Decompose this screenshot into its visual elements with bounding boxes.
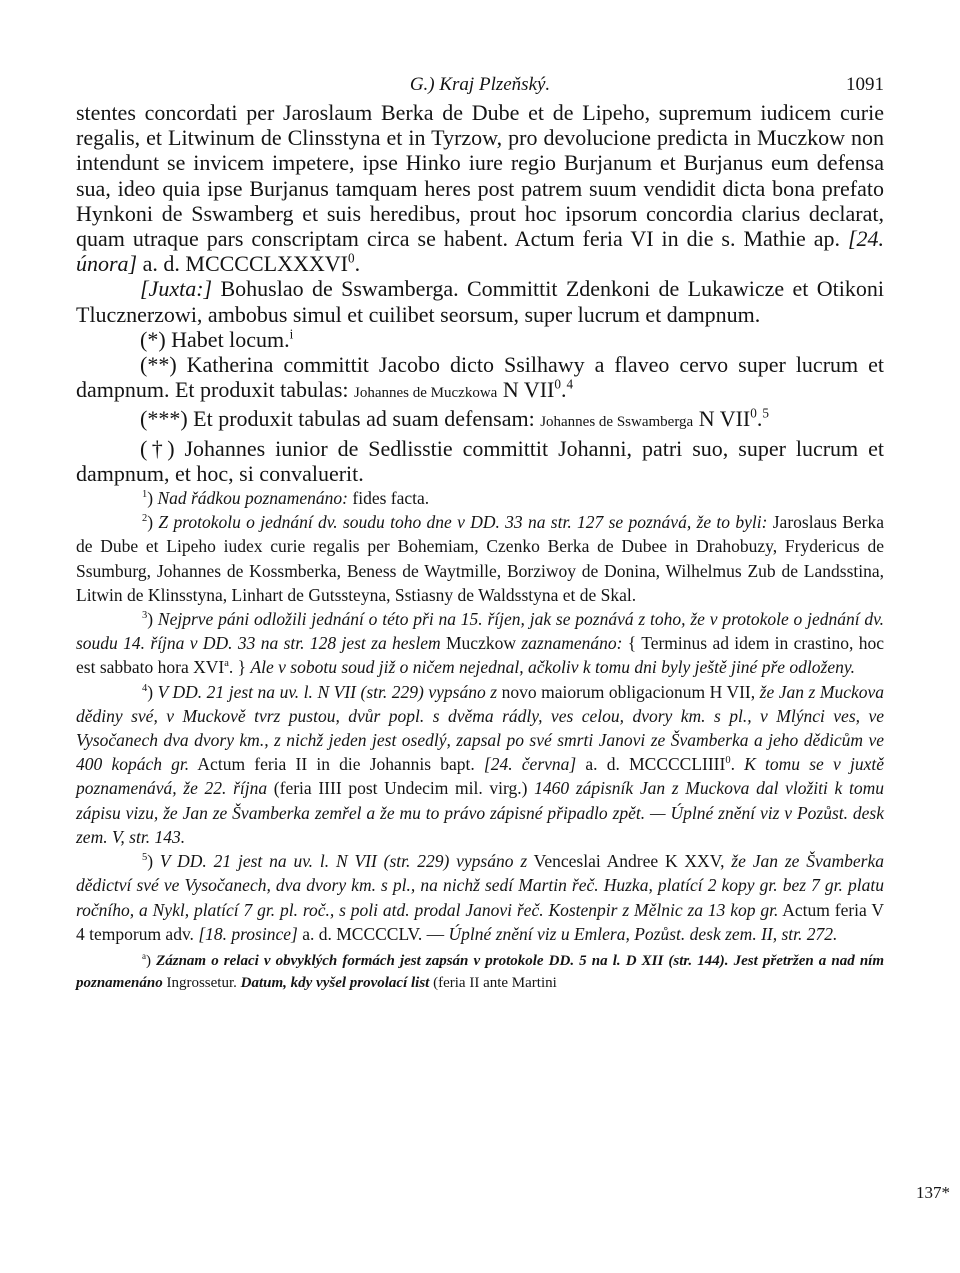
footnote-italic: K tomu se v juxtě poznamenává, že 22. října — [76, 754, 884, 799]
footnote-italic: že Jan z Muckova dědiny své, v Muckově tvrz pustou, dvůr popl. s dvěma rádly, ves celou, dvory km. s pl., v Mlýnci ves, ve Vysočanech dva dvory km., z nichž jeden jest osedlý, zapsal po své smrti Janovi ze Švamberka a jeho dědicům ve 400 kopách gr. — [76, 681, 885, 775]
footnotes — [76, 486, 884, 946]
degree-mark: 0 — [554, 376, 561, 392]
footnote-4: $^4$) V DD. 21 jest na uv. l. N VII (str. 229) vypsáno z novo maiorum obligacionum H VII, že Jan z Muckova dědiny své, v Muckově tvrz pustou, dvůr popl. s dvěma rádly, ves celou, dvory km. s pl., v Mlýnci ves, ve Vysočanech dva dvory km., z nichž jeden jest osedlý, zapsal po své smrti Janovi ze Švamberka a jeho dědicům ve 400 kopách gr. Actum feria II in die Johannis bapt. [24. června] a. d. MCCCCLIIII$^0$. K tomu se v juxtě poznamenává, že 22. října (feria IIII post Undecim mil. virg.) 1460 zápisník Jan z Muckova dal vložiti k tomu zápisu vizu, že Jan ze Švamberka zemřel a že mu to právo zápisné připadlo zpět. — Úplné znění viz v Pozůst. desk zem. V, str. 143. — [76, 681, 885, 847]
text-run: (†) Johannes iunior de Sedlisstie committit Johanni, patri suo, super lucrum et dampnum, et hoc, si convaluerit. — [76, 435, 884, 486]
footnote-number: 3 — [142, 610, 148, 622]
paragraph-katherina: (**) Katherina committit Jacobo dicto Ssilhawy a flaveo cervo super lucrum et dampnum. Et produxit tabulas: Johannes de Muczkowa N VII$^0$.$^4$ — [76, 352, 884, 403]
footnote-text: { Terminus ad idem in crastino, hoc est sabbato hora XVI — [76, 633, 885, 678]
footnote-5: $^5$) V DD. 21 jest na uv. l. N VII (str. 229) vypsáno z Venceslai Andree K XXV, že Jan ze Švamberka dědictví své ve Vysočanech, dva dvory km. s pl., na nichž sedí Martin řeč. Huzka, platící 2 kopy gr. bez 7 gr. platu ročního, a Nykl, platící 7 gr. pl. roč., s poli atd. prodal Janovi řeč. Kostenpir z Mělnic za 13 kop gr. Actum feria V 4 temporum adv. [18. prosince] a. d. MCCCCLV. — Úplné znění viz u Emlera, Pozůst. desk zem. II, str. 272. — [76, 851, 884, 944]
footnote-text: Muczkow — [440, 633, 522, 654]
paragraph-habet — [76, 327, 884, 352]
text-run: . — [354, 251, 361, 277]
running-header — [76, 60, 884, 100]
footnote-italic: Z protokolu o jednání dv. soudu toho dne v DD. 33 na str. 127 se poznává, že to byli: — [158, 512, 768, 533]
text-run: Bohuslao de Sswamberga. Committit Zdenkoni de Lukawicze et Otikoni Tlucznerzowi, ambobus simul et cuilibet seorsum, super lucrum et dampnum. — [76, 276, 884, 327]
footnote-sup: a — [224, 658, 229, 670]
footnote-italic: Ale v sobotu soud již o ničem nejednal, ačkoliv k tomu dni byly ještě jiné pře odloženy. — [250, 657, 856, 678]
degree-mark: 0 — [347, 250, 355, 266]
text-run: (***) Et produxit tabulas ad suam defensam: — [140, 406, 541, 432]
footnote-italic: Nad řádkou poznamenáno: — [157, 488, 348, 509]
catchword: 137* — [916, 1183, 950, 1202]
footnote-italic: 1460 zápisník Jan z Muckova dal vložiti k tomu zápisu vizu, že Jan ze Švamberka zemřel a že mu to právo zápisné připadlo zpět. — Úplné znění viz v Pozůst. desk zem. V, str. 143. — [76, 778, 884, 847]
footnote-text: Actum feria II in die Johannis bapt. — [189, 754, 484, 775]
footnote-italic: zaznamenáno: — [521, 633, 623, 654]
text-run: a. d. MCCCCLXXXVI — [137, 251, 348, 277]
footnote-text: Venceslai Andree K XXV, — [527, 851, 732, 872]
footnote-2: $^2$) Z protokolu o jednání dv. soudu toho dne v DD. 33 na str. 127 se poznává, že to byli: Jaroslaus Berka de Dube et Lipeho iudex curie regalis per Bohemiam, Czenko Berka de Dubee in Drahobuzy, Frydericus de Ssumburg, Johannes de Kossmberka, Beness de Waytmille, Borziwoy de Donina, Wilhelmus Zub de Landsstina, Litwin de Klinsstyna, Linhart de Gutssteyna, Sstiasny de Waldsstyna et de Skal. — [76, 512, 884, 605]
book-page — [76, 60, 884, 994]
editorial-date: [24. února] — [76, 226, 884, 277]
degree-mark: 0 — [750, 406, 757, 422]
text-run: (*) Habet locum. — [140, 326, 290, 352]
footnote-text: Actum feria V 4 temporum adv. — [76, 899, 884, 944]
footnote-italic: Nejprve páni odložili jednání o této při na 15. říjen, jak se poznává z toho, že v protokole o jednání dv. soudu 14. října v DD. 33 na str. 128 jest za heslem — [76, 609, 885, 654]
apparatus-letter: a — [142, 950, 146, 961]
footnote-italic: Úplné znění viz u Emlera, Pozůst. desk zem. II, str. 272. — [448, 923, 838, 944]
apparatus-italic: Datum, kdy vyšel provolací list — [240, 974, 430, 991]
page-number: 1091 — [846, 74, 884, 95]
text-run: N VII — [693, 406, 751, 432]
footnote-italic: V DD. 21 jest na uv. l. N VII (str. 229) vypsáno z — [157, 681, 498, 702]
apparatus-text: (feria II ante Martini — [429, 974, 557, 991]
footnote-text: novo maiorum obligacionum H VII, — [497, 681, 760, 702]
footnote-text: (feria IIII post Undecim mil. virg.) — [267, 778, 535, 799]
footnote-italic: [18. prosince] — [198, 923, 298, 944]
paragraph-defensa: (***) Et produxit tabulas ad suam defensam: Johannes de Sswamberga N VII$^0$.$^5$ — [140, 406, 769, 432]
footnote-number: 1 — [142, 489, 148, 501]
text-run: (**) Katherina committit Jacobo dicto Ssilhawy a flaveo cervo super lucrum et dampnum. Et produxit tabulas: — [76, 352, 884, 403]
footnote-italic: že Jan ze Švamberka dědictví své ve Vysočanech, dva dvory km. s pl., na nichž sedí Martin řeč. Huzka, platící 2 kopy gr. bez 7 gr. platu ročního, a Nykl, platící 7 gr. pl. roč., s poli atd. prodal Janovi řeč. Kostenpir z Mělnic za 13 kop gr. — [76, 851, 884, 920]
footnote-number: 4 — [142, 682, 148, 694]
apparatus-note-a: $^a$) Záznam o relaci v obvyklých formách jest zapsán v protokole DD. 5 na l. D XII (str. 144). Jest přetržen a nad ním poznamenáno Ingrossetur. Datum, kdy vyšel provolací list (feria II ante Martini — [76, 950, 884, 991]
footnote-text: a. d. MCCCCLIIII — [576, 754, 726, 775]
editorial-label: [Juxta:] — [140, 276, 213, 302]
note-ref: 5 — [762, 406, 769, 422]
footnote-number: 2 — [142, 513, 148, 525]
main-text — [76, 100, 884, 486]
small-caps-name: Johannes de Muczkowa — [354, 385, 498, 402]
paragraph-juxta — [76, 276, 884, 326]
footnote-3: $^3$) Nejprve páni odložili jednání o této při na 15. říjen, jak se poznává z toho, že v protokole o jednání dv. soudu 14. října v DD. 33 na str. 128 jest za heslem Muczkow zaznamenáno: { Terminus ad idem in crastino, hoc est sabbato hora XVI$^a$. } Ale v sobotu soud již o ničem nejednal, ačkoliv k tomu dni byly ještě jiné pře odloženy. — [76, 609, 885, 678]
footnote-number: 5 — [142, 852, 148, 864]
footnote-text: a. d. MCCCCLV. — — [297, 923, 449, 944]
footnote-italic: [24. června] — [483, 754, 577, 775]
note-ref: 4 — [566, 376, 574, 392]
footnote-text: fides facta. — [348, 488, 430, 509]
apparatus-note — [76, 950, 884, 994]
text-run: stentes concordati per Jaroslaum Berka de Dube et de Lipeho, supremum iudicem curie regalis, et Litwinum de Clinsstyna et in Tyrzow, pro devolucione predicta in Muczkow non intendunt se invicem impetere, ipse Hinko iure regio Burjanum et Burjanus eum defensa sua, ideo quia ipse Burjanus tamquam heres post patrem suum vendidit dicta bona prefato Hynkoni de Sswamberg et suis heredibus, prout hoc ipsorum concordia clarius declarat, quam utraque pars conscriptam circa se habent. Actum feria VI in die s. Mathie ap. — [76, 100, 884, 252]
degree-mark: 0 — [725, 755, 731, 767]
footnote-italic: V DD. 21 jest na uv. l. N VII (str. 229) vypsáno z — [159, 851, 528, 872]
text-run: N VII — [497, 377, 555, 403]
small-caps-name: Johannes de Sswamberga — [540, 414, 694, 431]
note-ref: i — [289, 326, 294, 342]
footnote-text: . } — [228, 657, 251, 678]
running-title: G.) Kraj Plzeňský. — [409, 74, 551, 95]
footnote-text: . — [730, 754, 745, 775]
footnote-text: Jaroslaus Berka de Dube et Lipeho iudex curie regalis per Bohemiam, Czenko Berka de Dubee in Drahobuzy, Frydericus de Ssumburg, Johannes de Kossmberka, Beness de Waytmille, Borziwoy de Donina, Wilhelmus Zub de Landsstina, Litwin de Klinsstyna, Linhart de Gutssteyna, Sstiasny de Waldsstyna et de Skal. — [76, 512, 884, 605]
paragraph-johannes — [76, 436, 884, 486]
paragraph-continuation — [76, 100, 884, 276]
apparatus-text: Ingrossetur. — [162, 974, 241, 991]
footnote-1: $^1$) Nad řádkou poznamenáno: fides facta. — [142, 488, 430, 509]
apparatus-italic: Záznam o relaci v obvyklých formách jest zapsán v protokole DD. 5 na l. D XII (str. 144). Jest přetržen a nad ním poznamenáno — [76, 952, 884, 991]
